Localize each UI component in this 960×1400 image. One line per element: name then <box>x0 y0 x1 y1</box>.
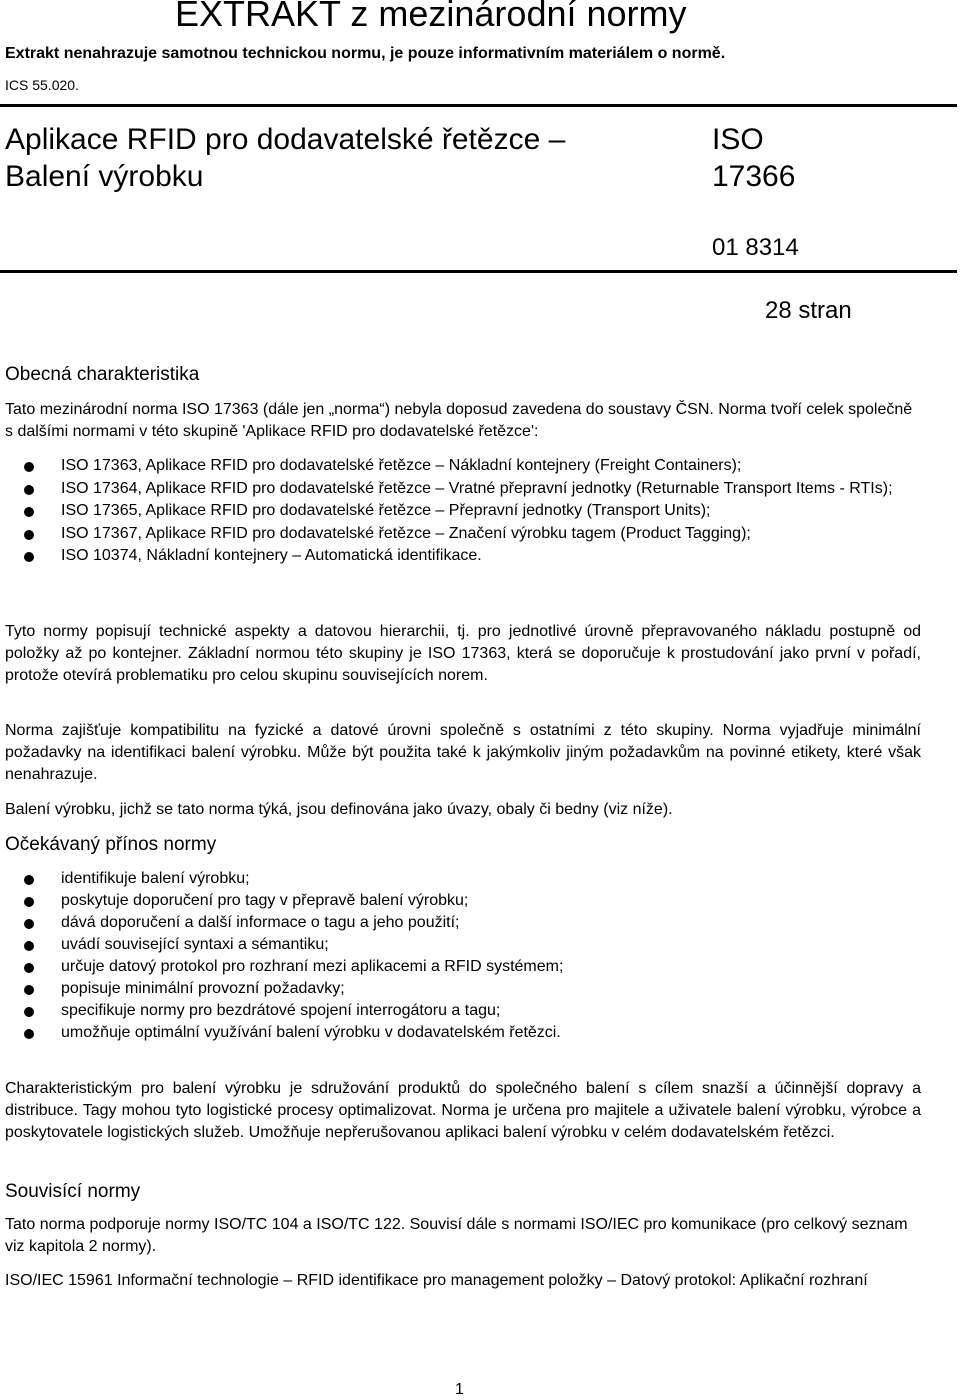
benefit-heading: Očekávaný přínos normy <box>5 834 217 855</box>
bottom-divider <box>0 270 957 273</box>
page-count: 28 stran <box>765 297 852 324</box>
list-item: určuje datový protokol pro rozhraní mezi aplikacemi a RFID systémem; <box>5 956 921 978</box>
related-heading: Souvisící normy <box>5 1181 141 1202</box>
related-standards-list <box>5 455 921 568</box>
general-paragraph-3: Balení výrobku, jichž se tato norma týká, jsou definována jako úvazy, obaly či bedny (viz níže). <box>5 801 673 818</box>
related-paragraph-1: Tato norma podporuje normy ISO/TC 104 a ISO/TC 122. Souvisí dále s normami ISO/IEC pro komunikace (pro celkový seznam viz kapitola 2 normy). <box>5 1216 908 1255</box>
document-title: EXTRAKT z mezinárodní normy <box>175 0 687 34</box>
top-divider <box>0 104 957 107</box>
standard-title-line2: Balení výrobku <box>5 160 204 193</box>
list-item: poskytuje doporučení pro tagy v přepravě balení výrobku; <box>5 890 921 912</box>
general-paragraph-1: Tyto normy popisují technické aspekty a datovou hierarchii, tj. pro jednotlivé úrovně přepravovaného nákladu postupně od položky až po kontejner. Základní normou této skupiny je ISO 17363, která se doporučuje k prostudování jako první v pořadí, protože otevírá problematiku pro celou skupinu souvisejících norem. <box>5 623 921 684</box>
list-item: dává doporučení a další informace o tagu a jeho použití; <box>5 912 921 934</box>
standard-code <box>712 121 795 195</box>
list-item: identifikuje balení výrobku; <box>5 868 921 890</box>
list-item: ISO 10374, Nákladní kontejnery – Automatická identifikace. <box>5 545 921 568</box>
list-item: umožňuje optimální využívání balení výrobku v dodavatelském řetězci. <box>5 1022 921 1044</box>
general-paragraph-2: Norma zajišťuje kompatibilitu na fyzické a datové úrovni společně s ostatními z této skupiny. Norma vyjadřuje minimální požadavky na identifikaci balení výrobku. Může být použita také k jakýmkoliv jiným požadavkům na povinné etikety, které však nenahrazuje. <box>5 722 921 783</box>
standard-code-line1: ISO <box>712 123 764 156</box>
disclaimer-text: Extrakt nenahrazuje samotnou technickou normu, je pouze informativním materiálem o normě. <box>5 45 726 62</box>
general-heading: Obecná charakteristika <box>5 364 200 385</box>
list-item: ISO 17367, Aplikace RFID pro dodavatelské řetězce – Značení výrobku tagem (Product Tagging); <box>5 523 921 546</box>
list-item: ISO 17363, Aplikace RFID pro dodavatelské řetězce – Nákladní kontejnery (Freight Containers); <box>5 455 921 478</box>
list-item: ISO 17364, Aplikace RFID pro dodavatelské řetězce – Vratné přepravní jednotky (Returnable Transport Items - RTIs); <box>5 478 921 501</box>
page-number: 1 <box>455 1381 464 1398</box>
standard-title <box>5 121 565 195</box>
standard-code-line2: 17366 <box>712 160 796 193</box>
related-paragraph-2: ISO/IEC 15961 Informační technologie – RFID identifikace pro management položky – Datový protokol: Aplikační rozhraní <box>5 1272 868 1289</box>
ics-code: ICS 55.020. <box>5 77 79 93</box>
catalog-number: 01 8314 <box>712 234 799 261</box>
benefit-paragraph: Charakteristickým pro balení výrobku je sdružování produktů do společného balení s cílem snazší a účinnější dopravy a distribuce. Tagy mohou tyto logistické procesy optimalizovat. Norma je určena pro majitele a uživatele balení výrobku, výrobce a poskytovatele logistických služeb. Umožňuje nepřerušovanou aplikaci balení výrobku v celém dodavatelském řetězci. <box>5 1080 921 1141</box>
general-intro: Tato mezinárodní norma ISO 17363 (dále jen „norma“) nebyla doposud zavedena do soustavy ČSN. Norma tvoří celek společně s dalšími normami v této skupině 'Aplikace RFID pro dodavatelské řetězce': <box>5 401 913 440</box>
standard-title-line1: Aplikace RFID pro dodavatelské řetězce – <box>5 123 566 156</box>
list-item: specifikuje normy pro bezdrátové spojení interrogátoru a tagu; <box>5 1000 921 1022</box>
list-item: ISO 17365, Aplikace RFID pro dodavatelské řetězce – Přepravní jednotky (Transport Units); <box>5 500 921 523</box>
list-item: uvádí související syntaxi a sémantiku; <box>5 934 921 956</box>
list-item: popisuje minimální provozní požadavky; <box>5 978 921 1000</box>
benefit-list <box>5 868 921 1044</box>
